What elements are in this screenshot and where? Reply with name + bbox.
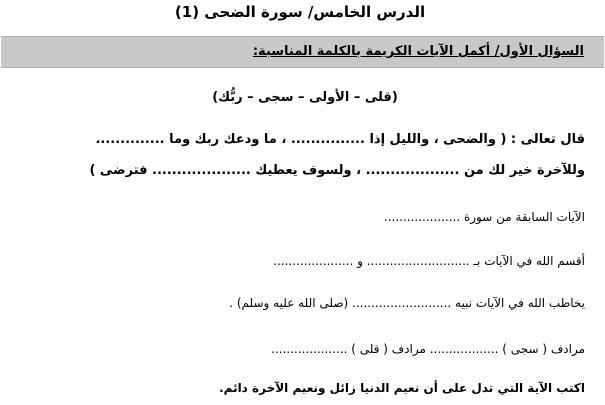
question-previous-ayat: الآيات السابقة من سورة .................... (383, 210, 585, 224)
verse-completion-line-1: قال تعالى : ( والضحى ، والليل إذا ............... ، ما ودعك ربك وما .............. (95, 132, 585, 147)
question-synonyms: مرادف ( سجى ) .................. مرادف ( قلى ) .................... (271, 342, 585, 356)
question-one-header-band (1, 36, 604, 68)
lesson-title: الدرس الخامس/ سورة الضحى (1) (174, 3, 426, 21)
verse-completion-line-2: وللآخرة خير لك من ................... ، ولسوف يعطيك .................... فترضى ) (89, 163, 585, 178)
question-one-heading: السؤال الأول/ أكمل الآيات الكريمة بالكلمة المناسبة: (252, 44, 584, 59)
question-oath: أقسم الله في الآيات بـ ........................... و ..................... (273, 254, 585, 268)
word-bank: (قلى – الأولى – سجى – ربُّك) (212, 90, 398, 105)
question-address: يخاطب الله في الآيات نبيه .......................... (صلى الله عليه وسلم) . (229, 296, 585, 310)
question-write-ayah: اكتب الآية التي تدل على أن نعيم الدنيا زائل ونعيم الآخرة دائم. (219, 381, 585, 395)
